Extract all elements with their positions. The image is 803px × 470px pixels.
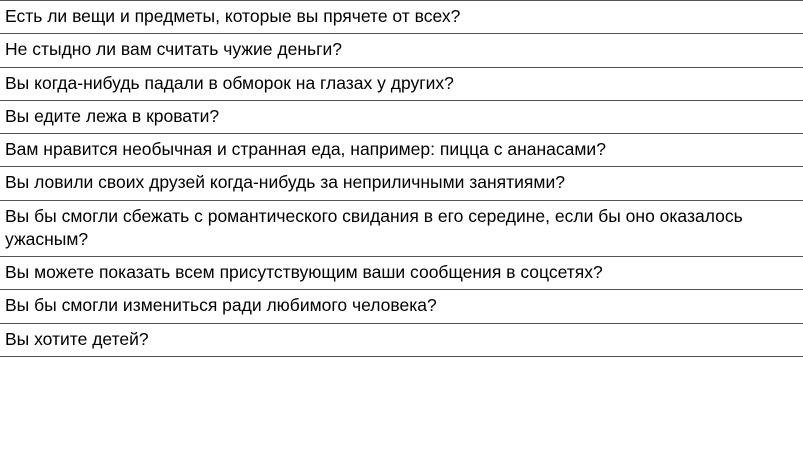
question-text: Вы едите лежа в кровати? bbox=[5, 105, 220, 126]
table-row bbox=[0, 200, 803, 257]
question-text: Вы можете показать всем присутствующим ваши сообщения в соцсетях? bbox=[5, 262, 603, 283]
question-text: Вы ловили своих друзей когда-нибудь за неприличными занятиями? bbox=[5, 172, 565, 193]
table-row bbox=[0, 167, 803, 200]
table-row bbox=[0, 290, 803, 323]
question-text: Вы бы смогли сбежать с романтического свидания в его середине, если бы оно оказалось ужасным? bbox=[5, 205, 743, 249]
question-text: Вы бы смогли измениться ради любимого человека? bbox=[5, 295, 437, 316]
question-text: Вам нравится необычная и странная еда, например: пицца с ананасами? bbox=[5, 139, 606, 160]
question-text: Вы хотите детей? bbox=[5, 328, 149, 349]
table-row bbox=[0, 100, 803, 133]
table-row bbox=[0, 67, 803, 100]
table-row bbox=[0, 134, 803, 167]
table-row bbox=[0, 1, 803, 34]
table-row bbox=[0, 323, 803, 356]
question-text: Не стыдно ли вам считать чужие деньги? bbox=[5, 39, 342, 60]
table-row bbox=[0, 257, 803, 290]
table-row bbox=[0, 34, 803, 67]
question-text: Есть ли вещи и предметы, которые вы прячете от всех? bbox=[5, 6, 461, 26]
question-list-body bbox=[0, 1, 803, 357]
question-text: Вы когда-нибудь падали в обморок на глазах у других? bbox=[5, 72, 454, 93]
